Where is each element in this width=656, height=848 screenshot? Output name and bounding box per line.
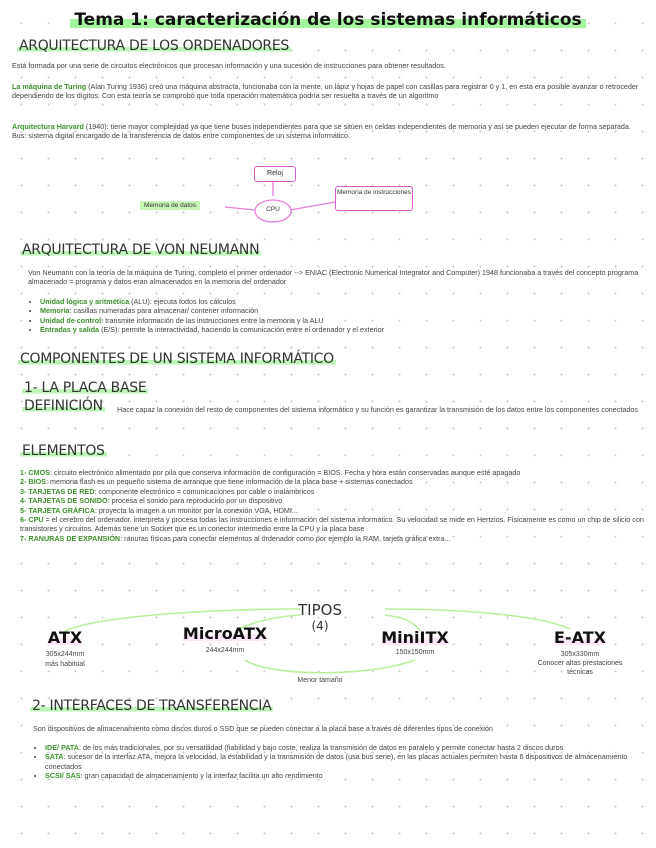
list-item: 6- CPU = el cerebro del ordenador. interpreta y procesa todas las instrucciones e información del sistema informático. Su velocidad se mide en Hertzios. Físicamente es como un chip de silicio con transistores y circuitos. Además tiene un Socket que es un conector intermedio entre la CPU y la placa base — [20, 515, 644, 534]
vonneumann-text: Von Neumann con la teoría de la máquina de Turing, completó el primer ordenador --> ENIAC (Electronic Numerical Integrator and Computer) 1948 funcionaba a través del concepto programa almacenado = programa y datos eran almacenados en la memoria del ordenador — [28, 268, 639, 287]
list-item: 3- TARJETAS DE RED: componente electrónico = comunicaciones por cable o inalámbricos — [20, 486, 315, 496]
form-factor-atx: ATX — [47, 628, 83, 647]
section-heading-arquitectura: ARQUITECTURA DE LOS ORDENADORES — [19, 38, 289, 54]
form-factor-miniitx: MiniITX — [381, 628, 449, 647]
atx-dimensions: 305x244mm — [45, 651, 85, 658]
miniitx-dimensions: 150x150mm — [395, 649, 435, 656]
form-factor-eatx: E-ATX — [554, 628, 606, 647]
list-item: • Entradas y salida (E/S): permite la interactividad, haciendo la comunicación entre el ordenador y el exterior — [40, 325, 644, 334]
interfaces-text: Son dispositivos de almacenamiento como discos duros o SSD que se pueden conectar a la placa base a través de diferentes tipos de conexión — [33, 724, 493, 733]
list-item: • SCSI/ SAS: gran capacidad de almacenamiento y la interfaz facilita un alto rendimiento — [45, 771, 647, 780]
list-item: 1- CMOS: circuito electrónico alimentado por pila que conserva información de configuración = BIOS. Fecha y hora están conservadas aunque esté apagado — [20, 468, 521, 477]
section-heading-componentes: COMPONENTES DE UN SISTEMA INFORMÁTICO — [20, 351, 334, 367]
menor-tamano-label: Menor tamaño — [297, 677, 343, 684]
list-item: 5- TARJETA GRÁFICA: proyecta la imagen a un monitor por la conexión VGA, HDMI... — [20, 505, 298, 515]
tipos-line-eatx — [385, 609, 570, 629]
menor-tamano-brace — [245, 660, 415, 673]
tipos-title: TIPOS — [298, 601, 342, 619]
memoria-datos-label: Memoria de datos — [140, 201, 200, 210]
memoria-instrucciones-box: Memoria de instrucciones — [335, 186, 413, 211]
harvard-paragraph: Arquitectura Harvard (1940): tiene mayor complejidad ya que tiene buses independientes para que se sitúen en celdas independientes de memoria y así se pueden ejecutar de forma separada. Bus: sistema digital encargado de la transferencia de datos entre componentes de un sistema informático. — [12, 122, 631, 141]
turing-paragraph: La máquina de Turing (Alan Turing 1936) creó una máquina abstracta, funcionaba con la mente, un lápiz y hojas de papel con casillas para registrar 0 y 1, en esta era posible avanzar o retroceder dependiendo de los dígitos. Con esta teoría se comprobó que toda operación matemática podría ser resuelta a través de un algoritmo — [12, 82, 639, 101]
list-item: • Unidad de control: transmite información de las instrucciones entre la memoria y la ALU — [40, 316, 644, 325]
list-item: • IDE/ PATA: de los más tradicionales, por su versatilidad (fiabilidad y bajo coste, realiza la transmisión de datos en paralelo y permite conectar hasta 2 discos duros — [45, 743, 647, 752]
microatx-dimensions: 244x244mm — [205, 647, 245, 654]
elementos-list — [20, 468, 646, 543]
vonneumann-list — [28, 297, 644, 335]
list-item: 2- BIOS: memoria flash es un pequeño sistema de arranque que tiene información de la placa base + sistemas conectados — [20, 477, 413, 487]
atx-note: más habitual — [45, 661, 85, 668]
eatx-note: Conocer altas prestaciones técnicas — [537, 660, 623, 676]
list-item: • Unidad lógica y aritmética (ALU): ejecuta todos los cálculos — [40, 297, 644, 306]
list-item: • SATA: sucesor de la interfaz ATA, mejora la velocidad, la estabilidad y la transmisión de datos (usa bus serie), en las placas actuales permiten hasta 6 dispositivos de almacenamiento conectados — [45, 752, 647, 771]
diagram-line-datos — [225, 207, 255, 210]
interfaces-list — [33, 743, 647, 781]
cpu-label: CPU — [266, 206, 280, 213]
placa-base-heading: 1- LA PLACA BASE — [24, 380, 147, 396]
list-item: 4- TARJETAS DE SONIDO: procesa el sonido para reproducirlo por un dispositivo — [20, 496, 283, 506]
section-heading-vonneumann: ARQUITECTURA DE VON NEUMANN — [22, 242, 260, 258]
form-factor-microatx: MicroATX — [182, 624, 268, 643]
definicion-heading: DEFINICIÓN — [24, 398, 103, 414]
section-heading-interfaces: 2- INTERFACES DE TRANSFERENCIA — [32, 698, 272, 714]
list-item: 7- RANURAS DE EXPANSIÓN: ranuras físicas para conectar elementos al ordenador como por ejemplo la RAM, tarjeta gráfica extra... — [20, 533, 451, 543]
diagram-line-instrucciones — [290, 202, 335, 210]
tipos-count: (4) — [311, 619, 329, 633]
arq-intro: Está formada por una serie de circuitos electrónicos que procesan información y una sucesión de instrucciones para obtener resultados. — [12, 61, 446, 70]
eatx-dimensions: 305x330mm — [560, 651, 600, 658]
section-heading-elementos: ELEMENTOS — [22, 443, 105, 459]
definicion-text: Hace capaz la conexión del resto de componentes del sistema informático y su función es garantizar la transmisión de los datos entre los componentes conectados — [117, 405, 638, 414]
page-title: Tema 1: caracterización de los sistemas informáticos — [0, 10, 656, 30]
reloj-box: Reloj — [254, 166, 296, 182]
list-item: • Memoria: casillas numeradas para almacenar/ contener información — [40, 306, 644, 315]
